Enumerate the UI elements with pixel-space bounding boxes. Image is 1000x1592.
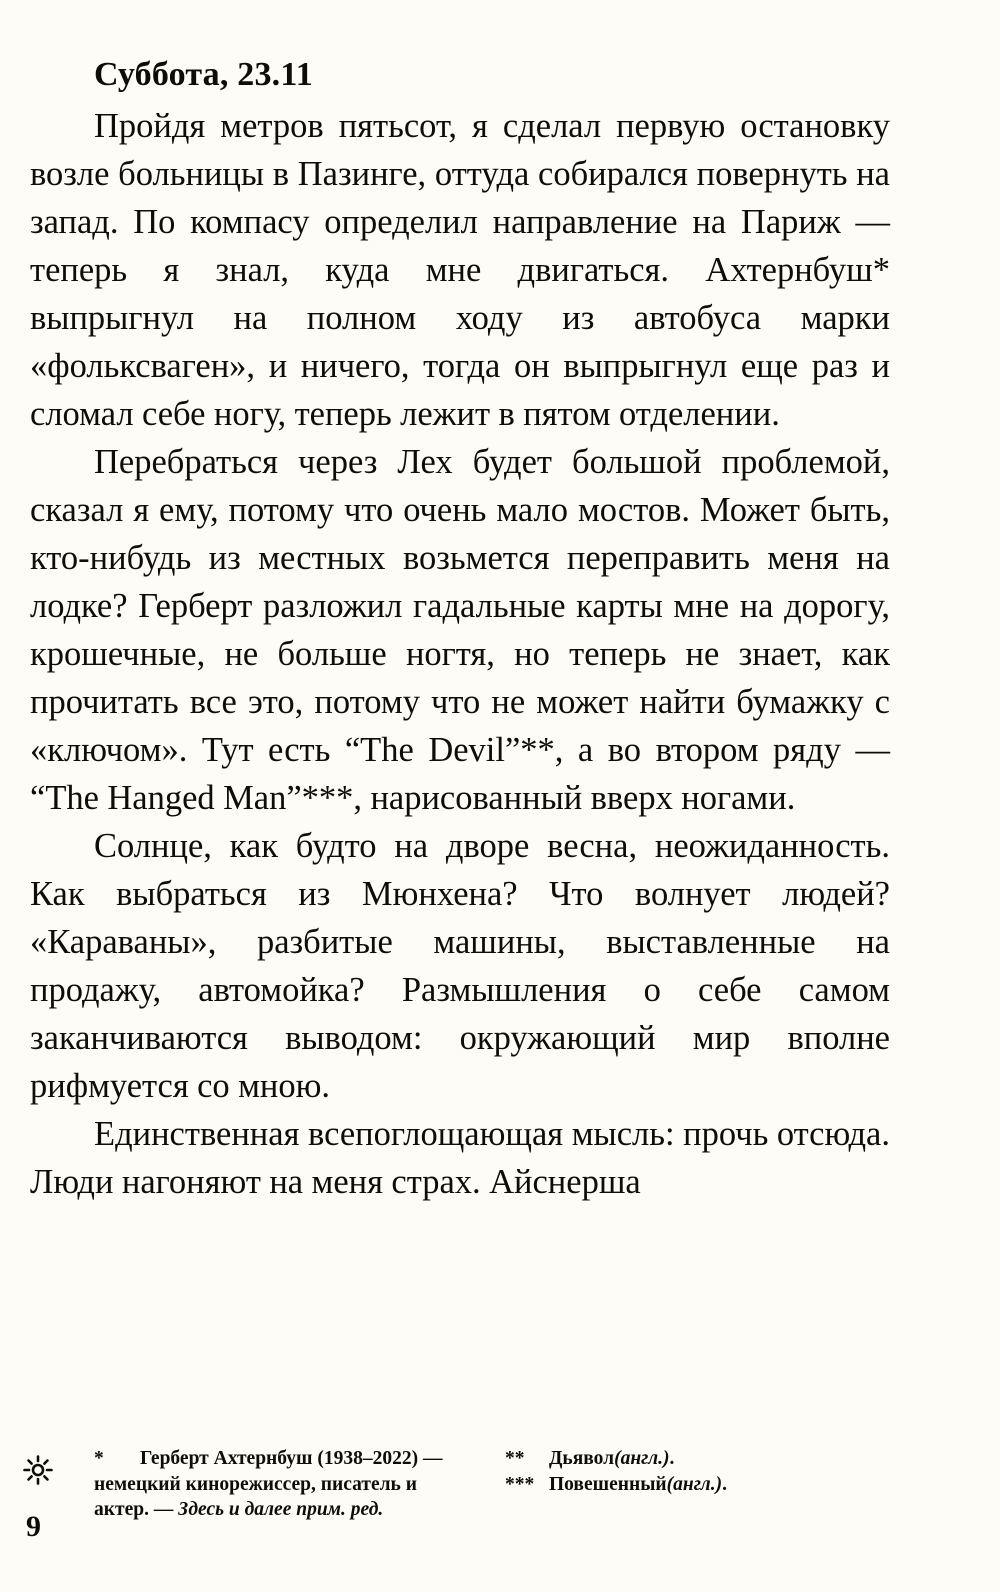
footnote-area: [0, 1432, 1000, 1582]
footnote-text-italic: (англ.): [614, 1448, 670, 1469]
body-text-column: [30, 52, 890, 1206]
footnote-marker: **: [505, 1448, 525, 1469]
paragraph-2: Перебраться через Лех будет большой проблемой, сказал я ему, потому что очень мало мостов. Может быть, кто-нибудь из местных возьмется переправить меня на лодке? Герберт разложил гадальные карты мне на дорогу, крошечные, не больше ногтя, но теперь не знает, как прочитать все это, потому что не может найти бумажку с «ключом». Тут есть “The Devil”**, а во втором ряду — “The Hanged Man”***, нарисованный вверх ногами.: [30, 443, 890, 817]
footnote-entry-2: [505, 1446, 965, 1472]
page-number: 9: [26, 1510, 41, 1543]
footnote-text-italic: Здесь и далее прим. ред.: [178, 1499, 384, 1520]
footnote-text-bold: Повешенный: [549, 1473, 667, 1495]
footnote-marker: *: [94, 1448, 104, 1469]
sun-icon: [22, 1454, 54, 1486]
paragraph-3: Солнце, как будто на дворе весна, неожиданность. Как выбраться из Мюнхена? Что волнует людей? «Караваны», разбитые машины, выставленные на продажу, автомойка? Размышления о себе самом заканчиваются выводом: окружающий мир вполне рифмуется со мною.: [30, 827, 890, 1105]
footnote-entry-3: [505, 1472, 965, 1498]
paragraph-4: Единственная всепоглощающая мысль: прочь отсюда. Люди нагоняют на меня страх. Айснерша: [30, 1115, 890, 1201]
page-title: Суббота, 23.11: [94, 56, 313, 93]
footnote-column-left: [94, 1446, 444, 1523]
footnote-text-italic: (англ.): [666, 1473, 723, 1495]
footnote-text-bold: Герберт Ахтернбуш (1938–2022) — немецкий кинорежиссер, писатель и актер. —: [94, 1448, 443, 1520]
footnote-column-right: [505, 1446, 965, 1497]
footnote-text-tail: .: [669, 1448, 675, 1469]
footnote-text-tail: .: [722, 1473, 727, 1495]
footnote-entry-1: [94, 1446, 444, 1523]
paragraph-1: Пройдя метров пятьсот, я сделал первую остановку возле больницы в Пазинге, оттуда собирался повернуть на запад. По компасу определил направление на Париж — теперь я знал, куда мне двигаться. Ахтернбуш* выпрыгнул на полном ходу из автобуса марки «фольксваген», и ничего, тогда он выпрыгнул еще раз и сломал себе ногу, теперь лежит в пятом отделении.: [30, 107, 890, 433]
footnote-marker: ***: [505, 1473, 535, 1495]
footnote-text-bold: Дьявол: [549, 1448, 615, 1469]
